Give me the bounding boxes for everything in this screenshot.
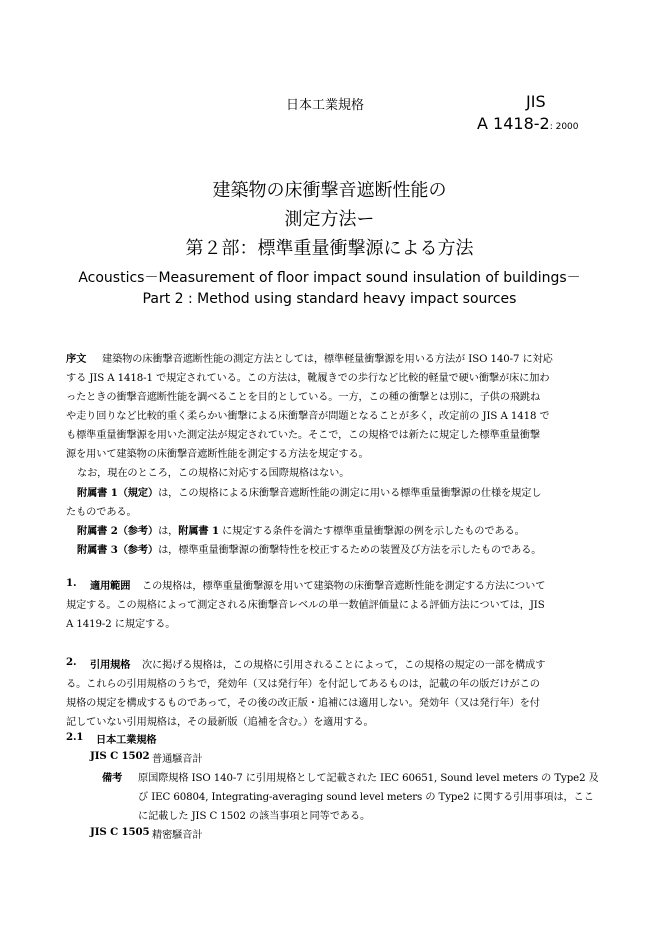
annex1-text: は，この規格による床衝撃音遮断性能の測定に用いる標準重量衝撃源の仕様を規定し <box>158 488 542 499</box>
section1-heading: 適用範囲 <box>90 580 131 592</box>
section1-line: 規定する。この規格によって測定される床衝撃音レベルの単一数値評価量による評価方法については，JIS <box>66 600 545 611</box>
annex2-text-a: は， <box>158 526 179 537</box>
subsection-heading: 日本工業規格 <box>96 734 157 746</box>
preface-line: 源を用いて建築物の床衝撃音遮断性能を測定する方法を規定する。 <box>66 449 369 460</box>
standard-number-code: A 1418-2 <box>477 114 550 133</box>
ref1-title: 普通騒音計 <box>152 754 203 765</box>
standard-number <box>477 114 579 133</box>
annex3-text: は，標準重量衝撃源の衝撃特性を校正するための装置及び方法を示したものである。 <box>158 545 542 556</box>
annex2-ref: 附属書 1 <box>178 525 219 537</box>
remark-line: び IEC 60804, Integrating-averaging sound level meters の Type2 に関する引用事項は，ここ <box>138 792 594 803</box>
title-jp-line3: 第２部：標準重量衝撃源による方法 <box>185 238 474 259</box>
remark-line: に記載した JIS C 1502 の該当事項と同等である。 <box>138 811 371 822</box>
standard-year: : 2000 <box>549 122 579 132</box>
jis-label: JIS <box>526 92 546 111</box>
section1-line: この規格は，標準重量衝撃源を用いて建築物の床衝撃音遮断性能を測定する方法について <box>142 581 546 592</box>
section2-line: 記していない引用規格は，その最新版（追補を含む。）を適用する。 <box>66 717 374 728</box>
preface-line: も標準重量衝撃源を用いた測定法が規定されていた。そこで，この規格では新たに規定した標準重量衝撃 <box>66 430 540 441</box>
section2-number: 2. <box>66 656 77 668</box>
preface-heading: 序文 <box>66 353 87 365</box>
title-jp-line2: 測定方法ー <box>284 209 375 230</box>
annex2-line <box>77 522 525 537</box>
preface-line: する JIS A 1418-1 で規定されている。この方法は，靴履きでの歩行など比較的軽量で硬い衝撃が床に加わ <box>66 373 550 384</box>
annex1-cont: たものである。 <box>66 507 137 518</box>
remark-line: 原国際規格 ISO 140-7 に引用規格として記載された IEC 60651, Sound level meters の Type2 及 <box>138 773 599 784</box>
section1-line: A 1419-2 に規定する。 <box>66 619 176 630</box>
section2-line: 規格の規定を構成するものであって，その後の改正版・追補には適用しない。発効年（又は発行年）を付 <box>66 698 540 709</box>
annex1-line <box>77 484 541 499</box>
preface-note: なお，現在のところ，この規格に対応する国際規格はない。 <box>77 468 350 479</box>
annex3-label: 附属書 3（参考） <box>77 544 159 556</box>
preface-line: ったときの衝撃音遮断性能を調べることを目的としている。一方，この種の衝撃とは別に，子供の飛跳ね <box>66 392 541 403</box>
title-en-line1: Acoustics－Measurement of floor impact sound insulation of buildings－ <box>78 270 581 286</box>
section2-heading: 引用規格 <box>90 659 131 671</box>
ref2-title: 精密騒音計 <box>152 830 203 841</box>
section2-line: る。これらの引用規格のうちで，発効年（又は発行年）を付記してあるものは，記載の年の版だけがこの <box>66 679 540 690</box>
title-en-line2: Part 2 : Method using standard heavy impact sources <box>142 291 517 307</box>
section2-line: 次に掲げる規格は，この規格に引用されることによって，この規格の規定の一部を構成す <box>142 660 546 671</box>
title-jp-line1: 建築物の床衝撃音遮断性能の <box>212 180 447 201</box>
section1-number: 1. <box>66 577 77 589</box>
annex2-text-b: に規定する条件を満たす標準重量衝撃源の例を示したものである。 <box>218 526 525 537</box>
annex1-label: 附属書 1（規定） <box>77 487 159 499</box>
ref1-code: JIS C 1502 <box>90 750 150 762</box>
remark-label: 備考 <box>102 772 123 784</box>
annex3-line <box>77 541 541 556</box>
preface-line: や走り回りなど比較的重く柔らかい衝撃による床衝撃音が問題となることが多く，改定前の JIS A 1418 で <box>66 411 550 422</box>
ref2-code: JIS C 1505 <box>90 826 150 838</box>
preface-line: 建築物の床衝撃音遮断性能の測定方法としては，標準軽量衝撃源を用いる方法が ISO 140-7 に対応 <box>102 354 553 365</box>
subsection-number: 2.1 <box>66 731 84 743</box>
annex2-label: 附属書 2（参考） <box>77 525 159 537</box>
standard-name: 日本工業規格 <box>286 98 365 113</box>
